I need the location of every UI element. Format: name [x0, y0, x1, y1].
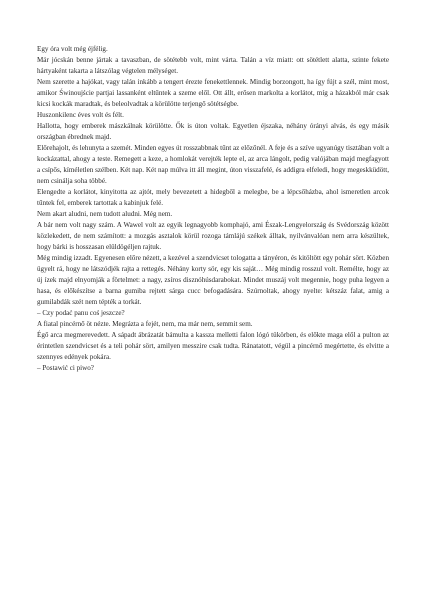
- paragraph: A fiatal pincérnő öt nézte. Megrázta a fejét, nem, ma már nem, semmit sem.: [37, 320, 253, 328]
- dialogue-line: – Postawić ci piwo?: [37, 364, 94, 372]
- paragraph: Nem szerette a hajókat, vagy talán inkább a tengert érezte fenekettlennek. Mindig borzongott, ha így fújt a szél, mint most, amikor Świnoujście partjai lassanként eltűntek a szeme elől. Ott állt, erősen markolta a korlátot, míg a házakból már csak kicsi kockák maradtak, és beleolvadtak a körülötte terjengő sötétségbe.: [37, 78, 389, 108]
- body-text: [37, 44, 389, 374]
- paragraph: Még mindig izzadt. Egyenesen előre nézett, a kezével a szendvicset tologatta a tányéron, és kitöltött egy pohár sört. Közben ügyelt rá, hogy ne látszódjék rajta a rettegés. Néhány korty sör, egy kis saját… Még mindig rosszul volt. Remélte, hogy az új ízek majd elnyomják a förtelmet: a nagy, zsíros disznóhúsdarabokat. Mindet muszáj volt megennie, hogy puha legyen a hasa, és előkészítse a barna gumiba rejtett sárga cucc befogadására. Szúrnoltak, ahogy nyelte: kétszáz falat, amig a gumilabdák szét nem tépték a torkát.: [37, 254, 389, 306]
- paragraph: Elengedte a korlátot, kinyitotta az ajtót, mely bevezetett a hidegből a melegbe, be a lépcsőházba, ahol ismeretlen arcok tűntek fel, emberek tartottak a kabinjuk felé.: [37, 188, 389, 207]
- paragraph: Hallotta, hogy emberek mászkálnak körülötte. Ők is úton voltak. Egyetlen éjszaka, néhány órányi alvás, és egy másik országban ébrednek majd.: [37, 122, 389, 141]
- paragraph: Már jócskán benne jártak a tavaszban, de sötétebb volt, mint várta. Talán a víz miatt: ott sötétlett alatta, szinte fekete hártyaként takarta a látszólag végtelen mélységet.: [37, 56, 389, 75]
- paragraph: A bár nem volt nagy szám. A Wawel volt az egyik legnagyobb komphajó, ami Észak-Lengyelország és Svédország között közlekedett, de nem számított: a mozgás asztalok körül rozoga támlájú székek álltak, nyilvánvalóan nem arra készültek, hogy bárki is hosszasan elüldögéljen rajtuk.: [37, 221, 389, 251]
- paragraph: Előrehajolt, és lehunyta a szemét. Minden egyes út rosszabbnak tűnt az előzőnél. A feje és a szíve ugyanúgy tisztában volt a kockázattal, ahogy a teste. Remegett a keze, a homlokát verejték lepte el, az arca lángolt, pedig valójában majd megfagyott a csípős, kíméletlen szélben. Két nap. Két nap múlva itt áll megint, úton visszafelé, és addigra elfeledi, hogy megeskküdött, nem csinálja soha többé.: [37, 144, 389, 185]
- paragraph: Égő arca megmerevedett. A sápadt ábrázatát bámulta a kassza melletti falon lógó tükörben, és előkte maga elől a pulton az érintetlen szendvicset és a teli pohár sört, amilyen messzire csak tudta. Ránatatott, végül a pincérnő megértette, és elvitte a szennyes edények pokára.: [37, 331, 389, 361]
- dialogue-line: – Czy podać panu coś jeszcze?: [37, 309, 125, 317]
- paragraph: Egy óra volt még éjfélig.: [37, 45, 108, 53]
- paragraph: Huszonkilenc éves volt és félt.: [37, 111, 124, 119]
- paragraph: Nem akart aludni, nem tudott aludni. Még nem.: [37, 210, 173, 218]
